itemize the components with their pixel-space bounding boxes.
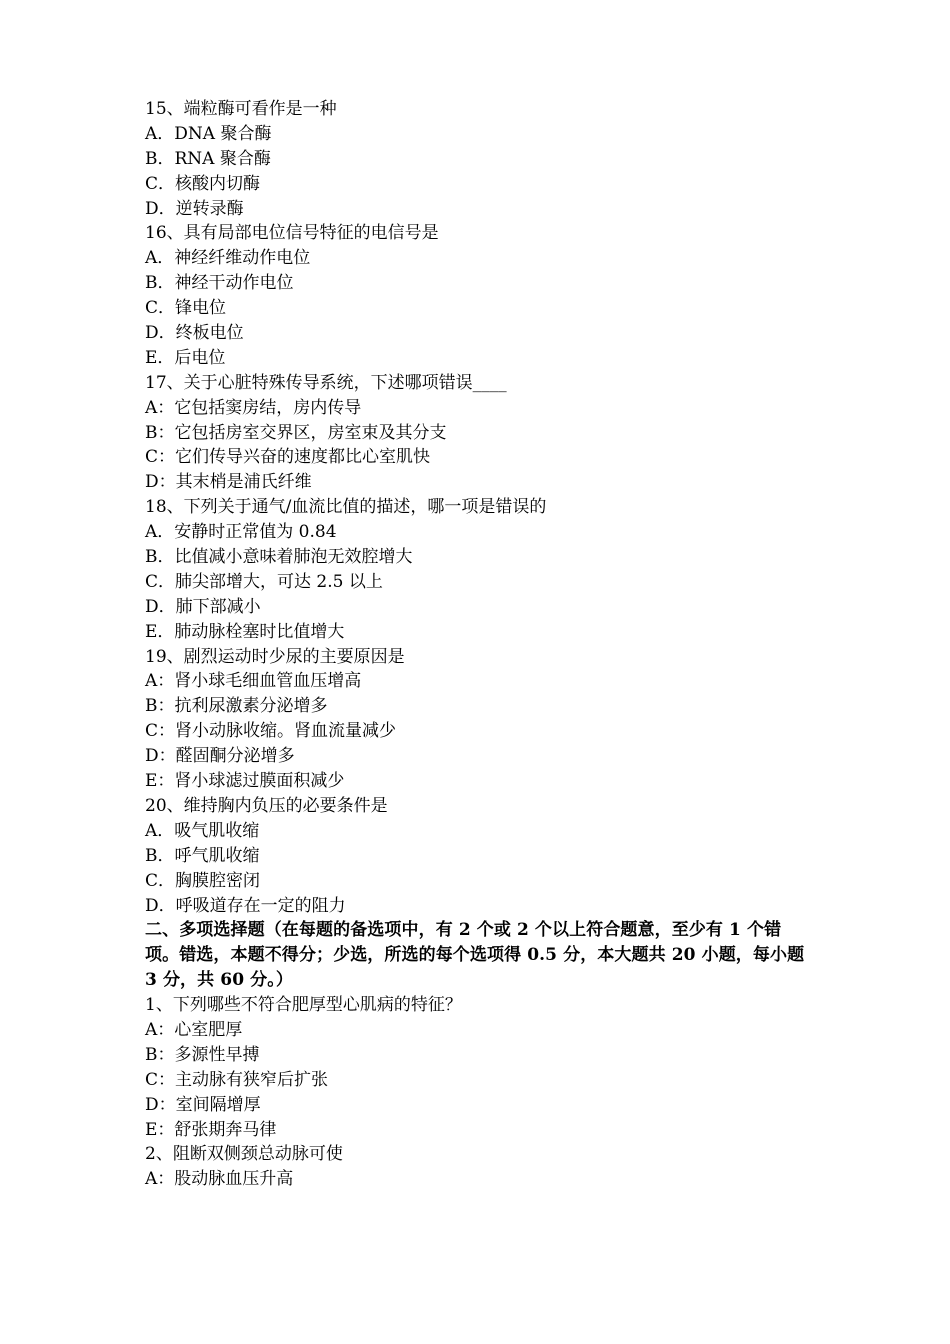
answer-option: D：醛固酮分泌增多	[145, 746, 295, 767]
answer-option: B．RNA 聚合酶	[145, 148, 271, 169]
question-block	[145, 97, 815, 221]
answer-option: E：舒张期奔马律	[145, 1119, 277, 1140]
answer-option: A．吸气肌收缩	[145, 820, 260, 841]
question-block	[145, 495, 815, 644]
answer-option: D：室间隔增厚	[145, 1094, 261, 1115]
answer-option: D．终板电位	[145, 323, 244, 344]
answer-option: A：心室肥厚	[145, 1020, 243, 1040]
question-block	[145, 1142, 815, 1192]
answer-option: B．比值减小意味着肺泡无效腔增大	[145, 547, 413, 568]
answer-option: D．逆转录酶	[145, 198, 244, 219]
answer-option: D．呼吸道存在一定的阻力	[145, 895, 346, 916]
answer-option: C．胸膜腔密闭	[145, 870, 261, 891]
answer-option: E．肺动脉栓塞时比值增大	[145, 621, 345, 642]
answer-option: C．锋电位	[145, 298, 227, 319]
answer-option: B．神经干动作电位	[145, 273, 294, 294]
answer-option: A：股动脉血压升高	[145, 1169, 294, 1190]
question-block	[145, 221, 815, 370]
answer-option: B：它包括房室交界区，房室束及其分支	[145, 422, 447, 443]
question-stem: 15、端粒酶可看作是一种	[145, 99, 337, 119]
answer-option: E．后电位	[145, 347, 226, 368]
answer-option: C：它们传导兴奋的速度都比心室肌快	[145, 447, 431, 468]
answer-option: B：抗利尿激素分泌增多	[145, 696, 328, 717]
question-stem: 1、下列哪些不符合肥厚型心肌病的特征？	[145, 995, 462, 1016]
question-stem: 2、阻断双侧颈总动脉可使	[145, 1144, 343, 1165]
answer-option: A．神经纤维动作电位	[145, 248, 311, 269]
question-block	[145, 794, 815, 918]
answer-option: B．呼气肌收缩	[145, 845, 260, 866]
answer-option: C：主动脉有狭窄后扩张	[145, 1069, 329, 1090]
document-page	[145, 97, 815, 1192]
question-stem: 19、剧烈运动时少尿的主要原因是	[145, 646, 405, 667]
answer-option: A．DNA 聚合酶	[145, 123, 272, 144]
answer-option: B：多源性早搏	[145, 1044, 260, 1065]
question-stem: 20、维持胸内负压的必要条件是	[145, 795, 388, 816]
answer-option: A：它包括窦房结，房内传导	[145, 397, 362, 418]
question-block	[145, 645, 815, 794]
question-list-single-choice	[145, 97, 815, 918]
answer-option: D：其末梢是浦氏纤维	[145, 472, 312, 493]
question-list-multiple-choice	[145, 993, 815, 1192]
question-block	[145, 993, 815, 1142]
question-stem: 17、关于心脏特殊传导系统，下述哪项错误____	[145, 372, 507, 393]
question-block	[145, 371, 815, 495]
answer-option: A．安静时正常值为 0.84	[145, 522, 337, 543]
answer-option: D．肺下部减小	[145, 596, 261, 617]
answer-option: C：肾小动脉收缩。肾血流量减少	[145, 721, 397, 742]
answer-option: C．核酸内切酶	[145, 173, 261, 194]
section-title-multiple-choice: 二、多项选择题（在每题的备选项中，有 2 个或 2 个以上符合题意，至少有 1 个错项。错选，本题不得分；少选，所选的每个选项得 0.5 分，本大题共 20 小题，每小题 3 分，共 60 分。）	[145, 920, 805, 991]
answer-option: C．肺尖部增大，可达 2.5 以上	[145, 571, 383, 592]
answer-option: E：肾小球滤过膜面积减少	[145, 771, 345, 792]
question-stem: 16、具有局部电位信号特征的电信号是	[145, 223, 439, 244]
answer-option: A：肾小球毛细血管血压增高	[145, 671, 362, 692]
question-stem: 18、下列关于通气/血流比值的描述，哪一项是错误的	[145, 497, 547, 518]
